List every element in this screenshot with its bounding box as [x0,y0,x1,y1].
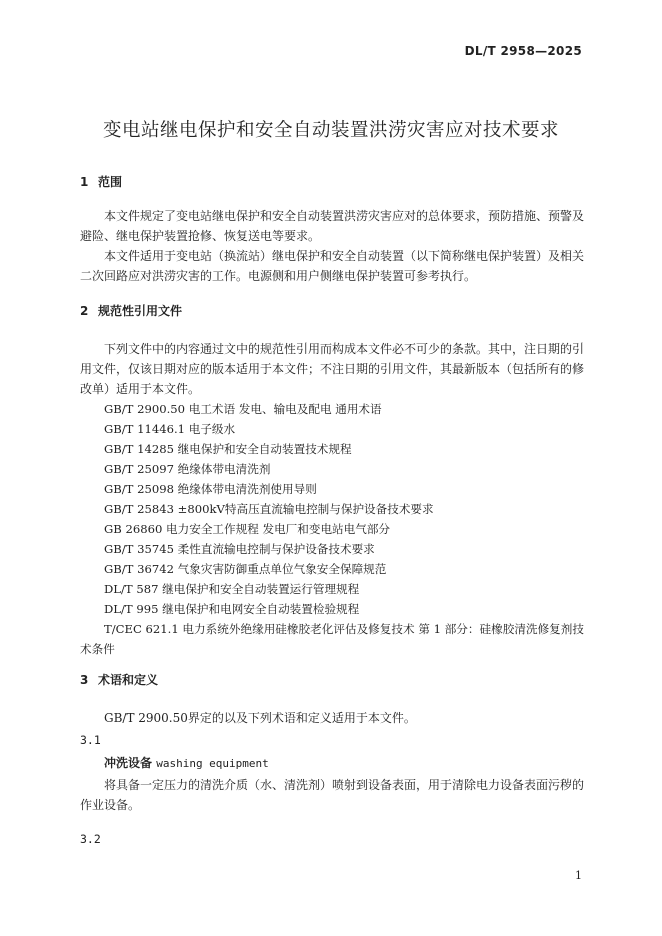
term-english: washing equipment [156,757,269,770]
reference-item: GB/T 14285 继电保护和安全自动装置技术规程 [104,442,352,456]
reference-list [80,399,584,659]
normative-intro: 下列文件中的内容通过文中的规范性引用而构成本文件必不可少的条款。其中，注日期的引用文件，仅该日期对应的版本适用于本文件；不注日期的引用文件，其最新版本（包括所有的修改单）适用于本文件。 [80,342,585,396]
section-title: 规范性引用文件 [98,304,183,318]
section-2-heading [80,302,182,319]
section-1-heading [80,173,122,190]
section-number: 1 [80,175,89,189]
document-title: 变电站继电保护和安全自动装置洪涝灾害应对技术要求 [102,120,559,141]
standard-number: DL/T 2958—2025 [464,44,582,58]
term-number: 3.2 [80,832,101,846]
scope-paragraph-2: 本文件适用于变电站（换流站）继电保护和安全自动装置（以下简称继电保护装置）及相关二次回路应对洪涝灾害的工作。电源侧和用户侧继电保护装置可参考执行。 [80,249,585,283]
section-number: 2 [80,304,89,318]
reference-item: GB/T 11446.1 电子级水 [104,422,236,436]
section-title: 范围 [98,175,123,189]
section-title: 术语和定义 [98,673,159,687]
reference-item: T/CEC 621.1 电力系统外绝缘用硅橡胶老化评估及修复技术 第 1 部分：硅橡胶清洗修复剂技术条件 [80,622,584,656]
reference-item: GB/T 2900.50 电工术语 发电、输电及配电 通用术语 [104,402,382,416]
reference-item: GB/T 25098 绝缘体带电清洗剂使用导则 [104,482,317,496]
section-number: 3 [80,673,89,687]
reference-item: GB/T 25097 绝缘体带电清洗剂 [104,462,271,476]
terms-intro: GB/T 2900.50界定的以及下列术语和定义适用于本文件。 [104,711,416,725]
page-number: 1 [575,869,582,882]
reference-item: GB 26860 电力安全工作规程 发电厂和变电站电气部分 [104,522,391,536]
term-definition: 将具备一定压力的清洗介质（水、清洗剂）喷射到设备表面，用于清除电力设备表面污秽的作业设备。 [80,778,585,812]
scope-paragraph-1: 本文件规定了变电站继电保护和安全自动装置洪涝灾害应对的总体要求，预防措施、预警及避险、继电保护装置抢修、恢复送电等要求。 [80,209,585,243]
section-3-heading [80,671,158,688]
term-number: 3.1 [80,733,101,747]
reference-item: GB/T 36742 气象灾害防御重点单位气象安全保障规范 [104,562,387,576]
term-heading [104,754,269,771]
reference-item: GB/T 35745 柔性直流输电控制与保护设备技术要求 [104,542,375,556]
term-chinese: 冲洗设备 [104,756,153,770]
reference-item: GB/T 25843 ±800kV特高压直流输电控制与保护设备技术要求 [104,502,434,516]
reference-item: DL/T 995 继电保护和电网安全自动装置检验规程 [104,602,360,616]
reference-item: DL/T 587 继电保护和安全自动装置运行管理规程 [104,582,360,596]
